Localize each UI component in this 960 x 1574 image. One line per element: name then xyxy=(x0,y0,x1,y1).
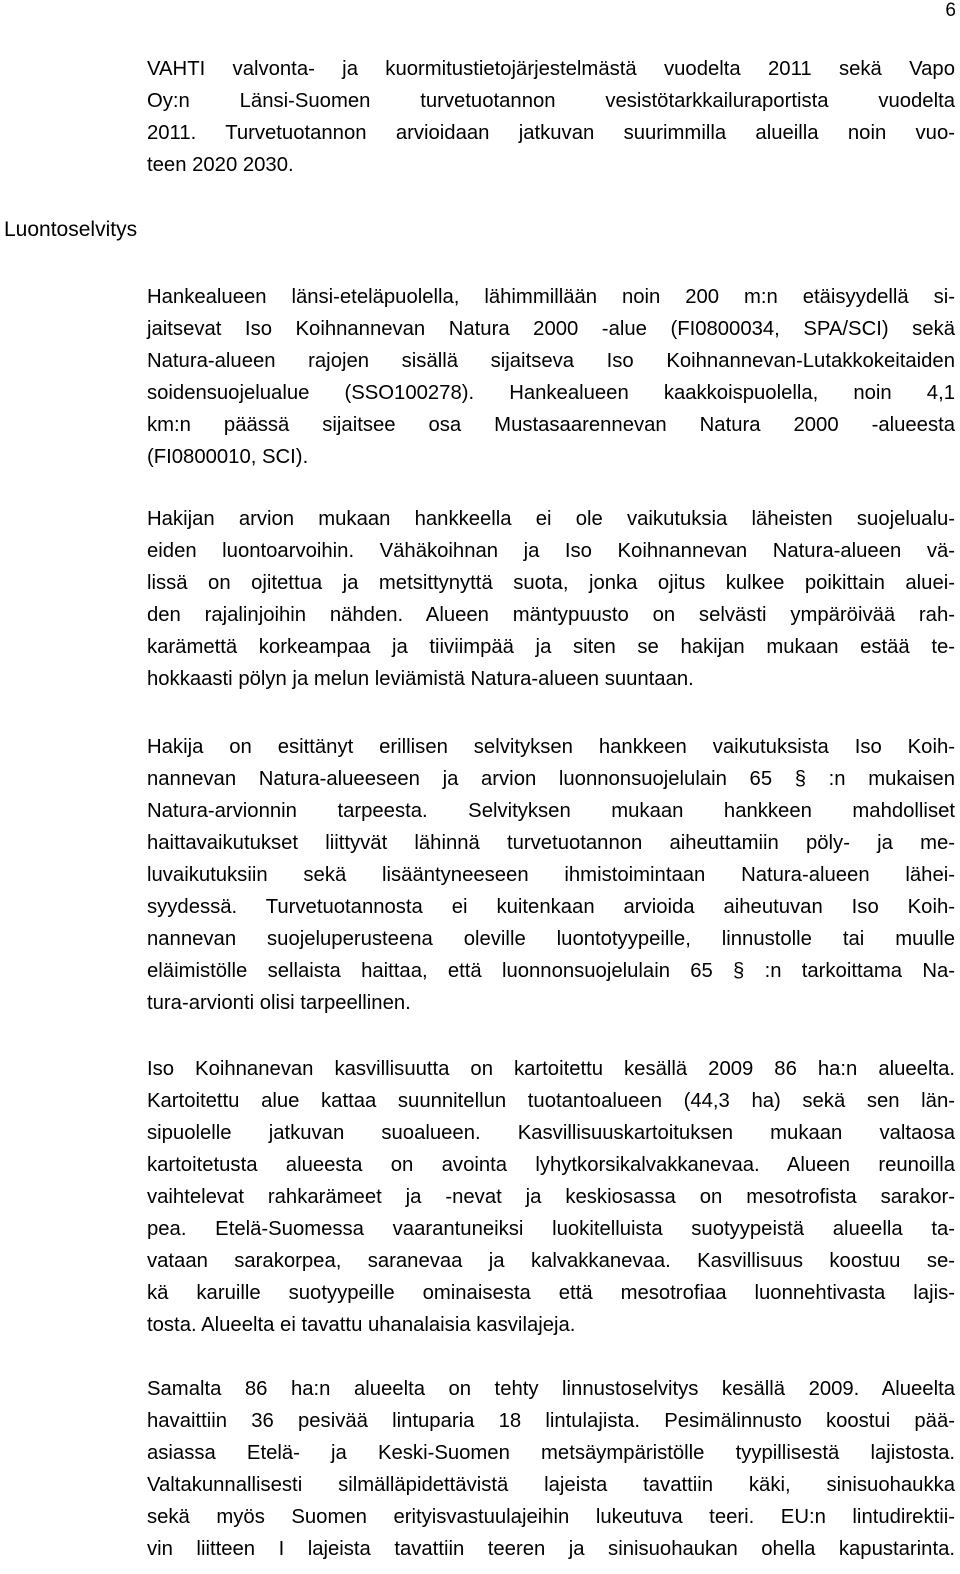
paragraph-line: kä karuille suotyypeille ominaisesta että mesotrofiaa luonnehtivasta lajis- xyxy=(147,1282,955,1304)
paragraph-line: soidensuojelualue (SSO100278). Hankealueen kaakkoispuolella, noin 4,1 xyxy=(147,382,955,404)
paragraph-line: Samalta 86 ha:n alueelta on tehty linnustoselvitys kesällä 2009. Alueelta xyxy=(147,1378,955,1400)
paragraph-line: syydessä. Turvetuotannosta ei kuitenkaan arvioida aiheutuvan Iso Koih- xyxy=(147,896,955,918)
paragraph-line: Hankealueen länsi-eteläpuolella, lähimmillään noin 200 m:n etäisyydellä si- xyxy=(147,286,955,308)
paragraph xyxy=(147,731,955,1019)
paragraph-line: jaitsevat Iso Koihnannevan Natura 2000 -alue (FI0800034, SPA/SCI) sekä xyxy=(147,318,955,340)
paragraph-line: pea. Etelä-Suomessa vaarantuneiksi luokitelluista suotyypeistä alueella ta- xyxy=(147,1218,955,1240)
paragraph-line: Hakijan arvion mukaan hankkeella ei ole vaikutuksia läheisten suojelualu- xyxy=(147,508,955,530)
section-heading: Luontoselvitys xyxy=(4,218,138,241)
paragraph xyxy=(147,503,955,695)
paragraph-line: kartoitetusta alueesta on avointa lyhytkorsikalvakkanevaa. Alueen reunoilla xyxy=(147,1154,955,1176)
paragraph-line: Hakija on esittänyt erillisen selvityksen hankkeen vaikutuksista Iso Koih- xyxy=(147,736,955,758)
paragraph xyxy=(147,1053,955,1341)
paragraph-line: vaihtelevat rahkarämeet ja -nevat ja keskiosassa on mesotrofista sarakor- xyxy=(147,1186,955,1208)
paragraph-line: luvaikutuksiin sekä lisääntyneeseen ihmistoimintaan Natura-alueen lähei- xyxy=(147,864,955,886)
paragraph-line: eläimistölle sellaista haittaa, että luonnonsuojelulain 65 § :n tarkoittama Na- xyxy=(147,960,955,982)
paragraph-line: sipuolelle jatkuvan suoalueen. Kasvillisuuskartoituksen mukaan valtaosa xyxy=(147,1122,955,1144)
paragraph-line: teen 2020 2030. xyxy=(147,154,294,176)
paragraph-line: haittavaikutukset liittyvät lähinnä turvetuotannon aiheuttamiin pöly- ja me- xyxy=(147,832,955,854)
paragraph-line: lissä on ojitettua ja metsittynyttä suota, jonka ojitus kulkee poikittain aluei- xyxy=(147,572,955,594)
paragraph-line: Iso Koihnanevan kasvillisuutta on kartoitettu kesällä 2009 86 ha:n alueelta. xyxy=(147,1058,955,1080)
paragraph-line: Valtakunnallisesti silmälläpidettävistä lajeista tavattiin käki, sinisuohaukka xyxy=(147,1474,955,1496)
paragraph-line: den rajalinjoihin nähden. Alueen mäntypuusto on selvästi ympäröivää rah- xyxy=(147,604,955,626)
paragraph-line: hokkaasti pölyn ja melun leviämistä Natura-alueen suuntaan. xyxy=(147,668,694,690)
paragraph xyxy=(147,281,955,473)
paragraph-line: karämettä korkeampaa ja tiiviimpää ja siten se hakijan mukaan estää te- xyxy=(147,636,955,658)
paragraph-line: 2011. Turvetuotannon arvioidaan jatkuvan suurimmilla alueilla noin vuo- xyxy=(147,122,955,144)
paragraph-line: Kartoitettu alue kattaa suunnitellun tuotantoalueen (44,3 ha) sekä sen län- xyxy=(147,1090,955,1112)
paragraph xyxy=(147,1373,955,1565)
paragraph-line: sekä myös Suomen erityisvastuulajeihin lukeutuva teeri. EU:n lintudirektii- xyxy=(147,1506,955,1528)
paragraph-line: asiassa Etelä- ja Keski-Suomen metsäympäristölle tyypillisestä lajistosta. xyxy=(147,1442,955,1464)
paragraph-line: nannevan suojeluperusteena oleville luontotyypeille, linnustolle tai muulle xyxy=(147,928,955,950)
paragraph-line: Oy:n Länsi-Suomen turvetuotannon vesistötarkkailuraportista vuodelta xyxy=(147,90,955,112)
paragraph-line: (FI0800010, SCI). xyxy=(147,446,309,468)
paragraph-line: tosta. Alueelta ei tavattu uhanalaisia kasvilajeja. xyxy=(147,1314,576,1336)
paragraph-line: Natura-arvionnin tarpeesta. Selvityksen mukaan hankkeen mahdolliset xyxy=(147,800,955,822)
page-number: 6 xyxy=(945,0,956,21)
paragraph-line: km:n päässä sijaitsee osa Mustasaarennevan Natura 2000 -alueesta xyxy=(147,414,955,436)
paragraph-line: havaittiin 36 pesivää lintuparia 18 lintulajista. Pesimälinnusto koostui pää- xyxy=(147,1410,955,1432)
paragraph xyxy=(147,53,955,181)
paragraph-line: nannevan Natura-alueeseen ja arvion luonnonsuojelulain 65 § :n mukaisen xyxy=(147,768,955,790)
paragraph-line: tura-arvionti olisi tarpeellinen. xyxy=(147,992,411,1014)
paragraph-line: eiden luontoarvoihin. Vähäkoihnan ja Iso Koihnannevan Natura-alueen vä- xyxy=(147,540,955,562)
paragraph-line: vin liitteen I lajeista tavattiin teeren ja sinisuohaukan ohella kapustarinta. xyxy=(147,1538,955,1560)
paragraph-line: VAHTI valvonta- ja kuormitustietojärjestelmästä vuodelta 2011 sekä Vapo xyxy=(147,58,955,80)
paragraph-line: Natura-alueen rajojen sisällä sijaitseva Iso Koihnannevan-Lutakkokeitaiden xyxy=(147,350,955,372)
paragraph-line: vataan sarakorpea, saranevaa ja kalvakkanevaa. Kasvillisuus koostuu se- xyxy=(147,1250,955,1272)
